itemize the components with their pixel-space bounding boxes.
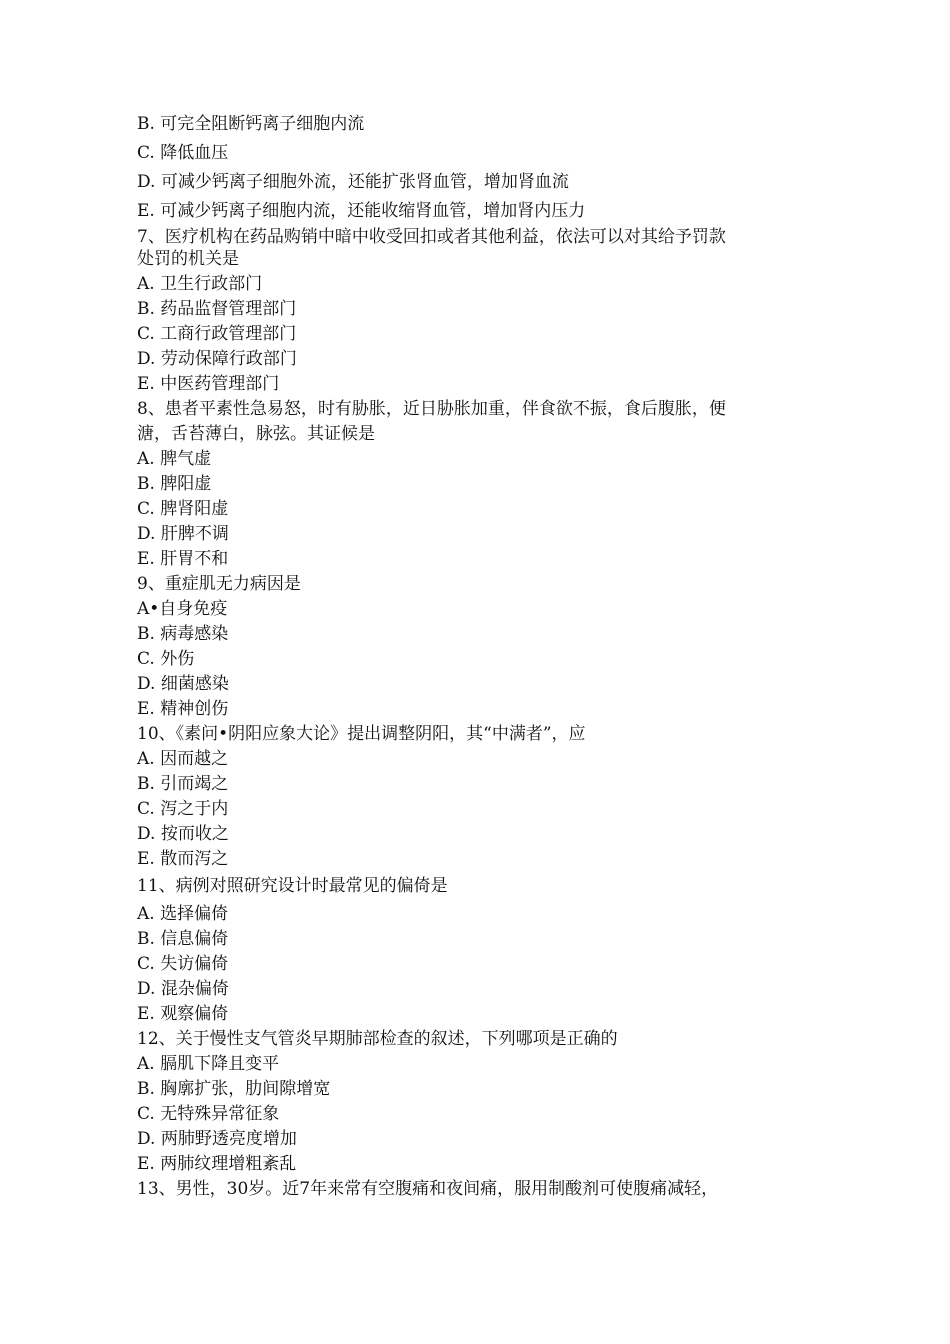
question-line: 10、《素问•阴阳应象大论》提出调整阴阳，其“中满者”，应 <box>137 724 586 744</box>
option-line: E. 精神创伤 <box>137 699 229 719</box>
option-line: C. 失访偏倚 <box>137 954 229 974</box>
text-line: D. 可减少钙离子细胞外流，还能扩张肾血管，增加肾血流 <box>137 172 569 192</box>
question-line: 11、病例对照研究设计时最常见的偏倚是 <box>137 876 448 896</box>
option-line: B. 信息偏倚 <box>137 929 229 949</box>
text-line: C. 降低血压 <box>137 143 229 163</box>
option-line: B. 引而竭之 <box>137 774 229 794</box>
text-line: B. 可完全阻断钙离子细胞内流 <box>137 114 365 134</box>
option-line: B. 病毒感染 <box>137 624 229 644</box>
option-line: E. 中医药管理部门 <box>137 374 280 394</box>
option-line: D. 两肺野透亮度增加 <box>137 1129 297 1149</box>
option-line: D. 混杂偏倚 <box>137 979 229 999</box>
option-line: A. 选择偏倚 <box>137 904 229 924</box>
option-line: C. 脾肾阳虚 <box>137 499 229 519</box>
option-line: A•自身免疫 <box>137 599 228 619</box>
option-line: E. 散而泻之 <box>137 849 229 869</box>
option-line: C. 泻之于内 <box>137 799 229 819</box>
option-line: A. 因而越之 <box>137 749 229 769</box>
option-line: D. 劳动保障行政部门 <box>137 349 297 369</box>
option-line: B. 胸廓扩张，肋间隙增宽 <box>137 1079 331 1099</box>
question-line: 12、关于慢性支气管炎早期肺部检查的叙述，下列哪项是正确的 <box>137 1029 618 1049</box>
option-line: A. 脾气虚 <box>137 449 212 469</box>
question-line: 7、医疗机构在药品购销中暗中收受回扣或者其他利益，依法可以对其给予罚款 <box>137 227 726 247</box>
option-line: C. 工商行政管理部门 <box>137 324 297 344</box>
option-line: A. 膈肌下降且变平 <box>137 1054 280 1074</box>
option-line: E. 两肺纹理增粗紊乱 <box>137 1154 297 1174</box>
question-line: 13、男性，30岁。近7年来常有空腹痛和夜间痛，服用制酸剂可使腹痛减轻， <box>137 1179 719 1199</box>
question-line: 8、患者平素性急易怒，时有胁胀，近日胁胀加重，伴食欲不振，食后腹胀，便 <box>137 399 726 419</box>
text-line: E. 可减少钙离子细胞内流，还能收缩肾血管，增加肾内压力 <box>137 201 586 221</box>
question-line: 处罚的机关是 <box>137 249 239 269</box>
option-line: D. 按而收之 <box>137 824 229 844</box>
question-line: 溏，舌苔薄白，脉弦。其证候是 <box>137 424 375 444</box>
option-line: E. 观察偏倚 <box>137 1004 229 1024</box>
question-line: 9、重症肌无力病因是 <box>137 574 301 594</box>
option-line: E. 肝胃不和 <box>137 549 229 569</box>
option-line: B. 药品监督管理部门 <box>137 299 297 319</box>
option-line: A. 卫生行政部门 <box>137 274 263 294</box>
option-line: C. 外伤 <box>137 649 195 669</box>
option-line: D. 细菌感染 <box>137 674 229 694</box>
option-line: D. 肝脾不调 <box>137 524 229 544</box>
option-line: B. 脾阳虚 <box>137 474 212 494</box>
option-line: C. 无特殊异常征象 <box>137 1104 280 1124</box>
